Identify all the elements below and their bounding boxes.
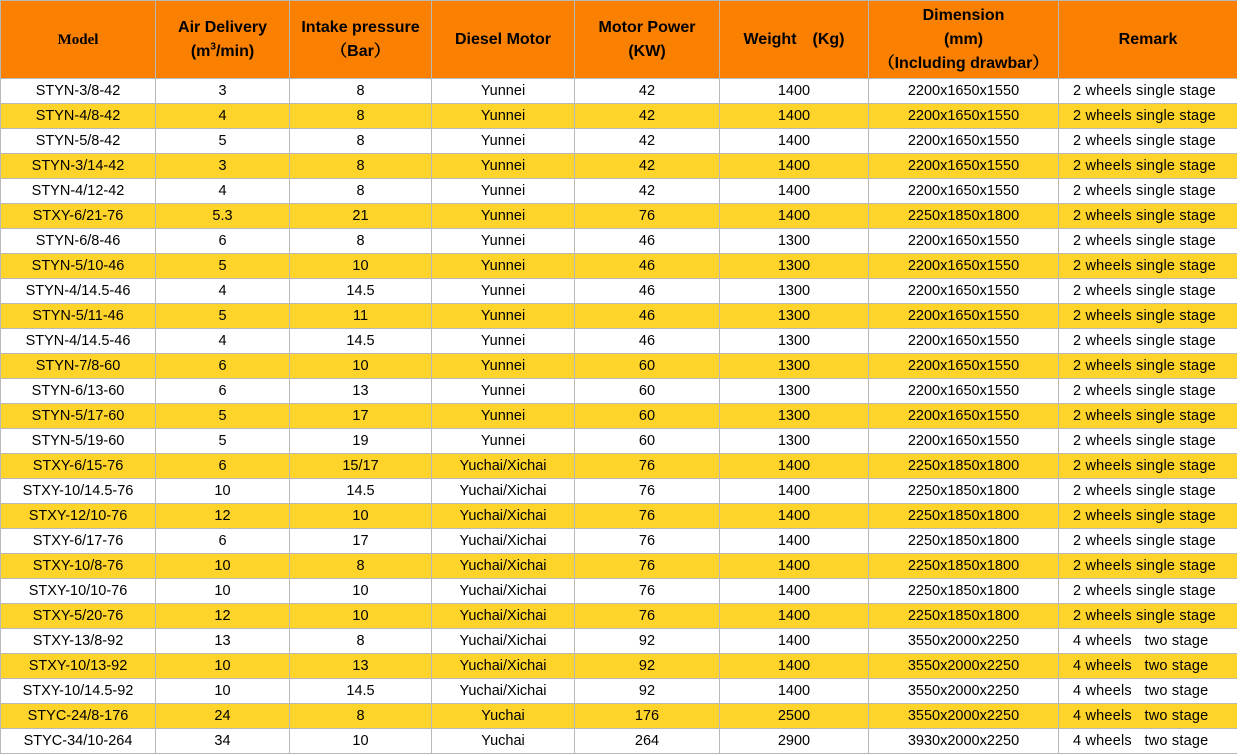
table-row (1, 554, 1237, 579)
cell-weight: 1400 (720, 204, 869, 229)
cell-remark: 2 wheels single stage (1059, 154, 1237, 179)
cell-model: STXY-6/17-76 (1, 529, 156, 554)
cell-air-delivery: 3 (156, 154, 290, 179)
cell-air-delivery: 10 (156, 554, 290, 579)
header-intake-line2: （Bar） (331, 42, 390, 60)
cell-weight: 1300 (720, 329, 869, 354)
cell-diesel-motor: Yunnei (432, 254, 575, 279)
cell-model: STYN-5/19-60 (1, 429, 156, 454)
cell-model: STYN-6/8-46 (1, 229, 156, 254)
table-row (1, 329, 1237, 354)
cell-motor-power: 60 (575, 379, 720, 404)
cell-diesel-motor: Yunnei (432, 329, 575, 354)
cell-dimension: 2250x1850x1800 (869, 454, 1059, 479)
cell-diesel-motor: Yunnei (432, 79, 575, 104)
cell-dimension: 2200x1650x1550 (869, 254, 1059, 279)
cell-dimension: 2250x1850x1800 (869, 204, 1059, 229)
cell-remark: 4 wheels two stage (1059, 704, 1237, 729)
cell-air-delivery: 5 (156, 404, 290, 429)
table-row (1, 354, 1237, 379)
cell-intake-pressure: 11 (290, 304, 432, 329)
cell-model: STYN-3/14-42 (1, 154, 156, 179)
cell-intake-pressure: 10 (290, 254, 432, 279)
header-intake-line1: Intake pressure (301, 18, 420, 36)
cell-weight: 1400 (720, 554, 869, 579)
cell-weight: 1300 (720, 429, 869, 454)
cell-diesel-motor: Yuchai/Xichai (432, 479, 575, 504)
cell-model: STYN-4/8-42 (1, 104, 156, 129)
cell-weight: 1300 (720, 354, 869, 379)
cell-intake-pressure: 17 (290, 529, 432, 554)
cell-dimension: 2250x1850x1800 (869, 479, 1059, 504)
cell-air-delivery: 10 (156, 679, 290, 704)
header-motor-power-line1: Motor Power (598, 18, 696, 36)
table-row (1, 129, 1237, 154)
cell-dimension: 2200x1650x1550 (869, 129, 1059, 154)
cell-weight: 1400 (720, 579, 869, 604)
cell-diesel-motor: Yunnei (432, 404, 575, 429)
cell-motor-power: 46 (575, 229, 720, 254)
cell-weight: 1300 (720, 279, 869, 304)
cell-diesel-motor: Yunnei (432, 129, 575, 154)
cell-motor-power: 46 (575, 304, 720, 329)
cell-remark: 2 wheels single stage (1059, 254, 1237, 279)
cell-dimension: 2200x1650x1550 (869, 329, 1059, 354)
cell-remark: 2 wheels single stage (1059, 429, 1237, 454)
cell-dimension: 2200x1650x1550 (869, 79, 1059, 104)
table-row (1, 529, 1237, 554)
header-remark: Remark (1059, 1, 1237, 79)
table-row (1, 379, 1237, 404)
cell-dimension: 2250x1850x1800 (869, 504, 1059, 529)
cell-dimension: 2200x1650x1550 (869, 429, 1059, 454)
cell-motor-power: 42 (575, 179, 720, 204)
cell-motor-power: 76 (575, 529, 720, 554)
cell-air-delivery: 10 (156, 579, 290, 604)
cell-motor-power: 60 (575, 404, 720, 429)
cell-remark: 4 wheels two stage (1059, 729, 1237, 754)
cell-air-delivery: 12 (156, 504, 290, 529)
cell-motor-power: 60 (575, 429, 720, 454)
cell-intake-pressure: 14.5 (290, 279, 432, 304)
header-air-delivery-unit-sup: 3 (210, 41, 216, 53)
cell-dimension: 2250x1850x1800 (869, 554, 1059, 579)
cell-weight: 1400 (720, 504, 869, 529)
cell-model: STYN-5/17-60 (1, 404, 156, 429)
cell-diesel-motor: Yunnei (432, 204, 575, 229)
cell-intake-pressure: 13 (290, 654, 432, 679)
cell-intake-pressure: 8 (290, 179, 432, 204)
cell-intake-pressure: 10 (290, 729, 432, 754)
cell-dimension: 3930x2000x2250 (869, 729, 1059, 754)
cell-motor-power: 76 (575, 454, 720, 479)
cell-weight: 1400 (720, 179, 869, 204)
cell-remark: 2 wheels single stage (1059, 329, 1237, 354)
cell-diesel-motor: Yuchai/Xichai (432, 554, 575, 579)
cell-model: STYN-6/13-60 (1, 379, 156, 404)
cell-model: STYN-7/8-60 (1, 354, 156, 379)
cell-weight: 1300 (720, 404, 869, 429)
table-row (1, 204, 1237, 229)
cell-weight: 1400 (720, 629, 869, 654)
cell-intake-pressure: 10 (290, 604, 432, 629)
cell-dimension: 2200x1650x1550 (869, 404, 1059, 429)
table-row (1, 229, 1237, 254)
cell-dimension: 2250x1850x1800 (869, 604, 1059, 629)
cell-air-delivery: 13 (156, 629, 290, 654)
cell-remark: 4 wheels two stage (1059, 629, 1237, 654)
cell-diesel-motor: Yunnei (432, 354, 575, 379)
cell-remark: 2 wheels single stage (1059, 279, 1237, 304)
cell-dimension: 2250x1850x1800 (869, 579, 1059, 604)
cell-model: STYN-4/14.5-46 (1, 279, 156, 304)
cell-diesel-motor: Yunnei (432, 154, 575, 179)
cell-model: STXY-13/8-92 (1, 629, 156, 654)
cell-weight: 1400 (720, 454, 869, 479)
cell-motor-power: 76 (575, 554, 720, 579)
cell-dimension: 2200x1650x1550 (869, 229, 1059, 254)
header-air-delivery-unit-pre: (m (190, 42, 211, 60)
cell-motor-power: 42 (575, 154, 720, 179)
cell-diesel-motor: Yuchai/Xichai (432, 604, 575, 629)
cell-diesel-motor: Yuchai/Xichai (432, 529, 575, 554)
cell-diesel-motor: Yuchai/Xichai (432, 579, 575, 604)
cell-air-delivery: 4 (156, 329, 290, 354)
cell-diesel-motor: Yuchai/Xichai (432, 654, 575, 679)
cell-model: STXY-6/15-76 (1, 454, 156, 479)
header-intake-pressure (290, 1, 432, 79)
cell-air-delivery: 4 (156, 279, 290, 304)
table-row (1, 704, 1237, 729)
cell-intake-pressure: 8 (290, 79, 432, 104)
cell-model: STXY-6/21-76 (1, 204, 156, 229)
cell-intake-pressure: 8 (290, 154, 432, 179)
header-weight: Weight (Kg) (720, 1, 869, 79)
cell-model: STXY-10/14.5-76 (1, 479, 156, 504)
table-body (1, 79, 1237, 754)
cell-dimension: 2200x1650x1550 (869, 379, 1059, 404)
cell-model: STXY-10/14.5-92 (1, 679, 156, 704)
cell-motor-power: 76 (575, 604, 720, 629)
cell-motor-power: 42 (575, 129, 720, 154)
cell-weight: 1300 (720, 304, 869, 329)
cell-remark: 2 wheels single stage (1059, 454, 1237, 479)
header-diesel-motor: Diesel Motor (432, 1, 575, 79)
table-row (1, 604, 1237, 629)
cell-air-delivery: 5 (156, 129, 290, 154)
header-dimension (869, 1, 1059, 79)
cell-dimension: 2200x1650x1550 (869, 304, 1059, 329)
cell-intake-pressure: 10 (290, 579, 432, 604)
cell-air-delivery: 24 (156, 704, 290, 729)
cell-remark: 2 wheels single stage (1059, 604, 1237, 629)
cell-model: STXY-10/10-76 (1, 579, 156, 604)
header-motor-power-line2: (KW) (628, 42, 666, 60)
cell-weight: 1400 (720, 529, 869, 554)
header-air-delivery-line1: Air Delivery (178, 18, 267, 36)
cell-diesel-motor: Yuchai/Xichai (432, 504, 575, 529)
cell-dimension: 2200x1650x1550 (869, 104, 1059, 129)
cell-motor-power: 46 (575, 329, 720, 354)
table-row (1, 154, 1237, 179)
cell-dimension: 2200x1650x1550 (869, 154, 1059, 179)
cell-model: STXY-5/20-76 (1, 604, 156, 629)
table-row (1, 479, 1237, 504)
cell-weight: 1300 (720, 254, 869, 279)
cell-intake-pressure: 13 (290, 379, 432, 404)
table-row (1, 404, 1237, 429)
cell-motor-power: 76 (575, 504, 720, 529)
cell-weight: 1400 (720, 654, 869, 679)
table-row (1, 579, 1237, 604)
cell-remark: 2 wheels single stage (1059, 229, 1237, 254)
cell-model: STYN-4/14.5-46 (1, 329, 156, 354)
cell-remark: 4 wheels two stage (1059, 654, 1237, 679)
cell-remark: 2 wheels single stage (1059, 79, 1237, 104)
cell-motor-power: 42 (575, 79, 720, 104)
cell-motor-power: 42 (575, 104, 720, 129)
cell-weight: 1400 (720, 479, 869, 504)
cell-remark: 2 wheels single stage (1059, 204, 1237, 229)
header-motor-power (575, 1, 720, 79)
cell-model: STYN-4/12-42 (1, 179, 156, 204)
cell-dimension: 2250x1850x1800 (869, 529, 1059, 554)
header-row (1, 1, 1237, 79)
cell-air-delivery: 34 (156, 729, 290, 754)
table-row (1, 629, 1237, 654)
cell-air-delivery: 5 (156, 304, 290, 329)
cell-intake-pressure: 17 (290, 404, 432, 429)
table-row (1, 254, 1237, 279)
cell-air-delivery: 5 (156, 429, 290, 454)
cell-motor-power: 92 (575, 629, 720, 654)
cell-intake-pressure: 15/17 (290, 454, 432, 479)
cell-air-delivery: 12 (156, 604, 290, 629)
cell-weight: 1300 (720, 229, 869, 254)
cell-air-delivery: 5.3 (156, 204, 290, 229)
cell-intake-pressure: 8 (290, 229, 432, 254)
cell-diesel-motor: Yuchai (432, 704, 575, 729)
header-air-delivery-unit-post: /min) (215, 42, 255, 60)
cell-diesel-motor: Yunnei (432, 179, 575, 204)
cell-air-delivery: 6 (156, 454, 290, 479)
cell-weight: 1400 (720, 129, 869, 154)
table-row (1, 429, 1237, 454)
table-row (1, 454, 1237, 479)
cell-intake-pressure: 10 (290, 354, 432, 379)
cell-intake-pressure: 14.5 (290, 479, 432, 504)
cell-model: STXY-10/13-92 (1, 654, 156, 679)
cell-dimension: 3550x2000x2250 (869, 679, 1059, 704)
cell-intake-pressure: 8 (290, 629, 432, 654)
cell-motor-power: 264 (575, 729, 720, 754)
cell-dimension: 3550x2000x2250 (869, 654, 1059, 679)
cell-intake-pressure: 14.5 (290, 329, 432, 354)
table-row (1, 104, 1237, 129)
cell-model: STYC-24/8-176 (1, 704, 156, 729)
cell-diesel-motor: Yuchai (432, 729, 575, 754)
cell-weight: 2900 (720, 729, 869, 754)
table-row (1, 504, 1237, 529)
cell-diesel-motor: Yunnei (432, 279, 575, 304)
cell-diesel-motor: Yuchai/Xichai (432, 679, 575, 704)
cell-remark: 4 wheels two stage (1059, 679, 1237, 704)
cell-intake-pressure: 14.5 (290, 679, 432, 704)
cell-motor-power: 60 (575, 354, 720, 379)
cell-diesel-motor: Yunnei (432, 104, 575, 129)
cell-motor-power: 176 (575, 704, 720, 729)
cell-remark: 2 wheels single stage (1059, 554, 1237, 579)
cell-air-delivery: 10 (156, 479, 290, 504)
header-dimension-line2: (mm) (943, 30, 984, 48)
cell-intake-pressure: 8 (290, 129, 432, 154)
header-air-delivery-line2 (156, 40, 289, 64)
cell-model: STXY-12/10-76 (1, 504, 156, 529)
cell-air-delivery: 6 (156, 379, 290, 404)
cell-weight: 1400 (720, 104, 869, 129)
cell-diesel-motor: Yuchai/Xichai (432, 454, 575, 479)
cell-intake-pressure: 10 (290, 504, 432, 529)
cell-air-delivery: 10 (156, 654, 290, 679)
cell-dimension: 3550x2000x2250 (869, 704, 1059, 729)
cell-weight: 1400 (720, 154, 869, 179)
table-row (1, 79, 1237, 104)
cell-remark: 2 wheels single stage (1059, 179, 1237, 204)
cell-diesel-motor: Yunnei (432, 379, 575, 404)
cell-remark: 2 wheels single stage (1059, 354, 1237, 379)
table-row (1, 304, 1237, 329)
cell-air-delivery: 4 (156, 104, 290, 129)
cell-model: STYC-34/10-264 (1, 729, 156, 754)
header-dimension-line3: （Including drawbar） (878, 54, 1049, 72)
cell-air-delivery: 3 (156, 79, 290, 104)
cell-weight: 1300 (720, 379, 869, 404)
cell-air-delivery: 6 (156, 529, 290, 554)
cell-weight: 2500 (720, 704, 869, 729)
cell-model: STYN-5/11-46 (1, 304, 156, 329)
cell-motor-power: 76 (575, 579, 720, 604)
cell-weight: 1400 (720, 79, 869, 104)
cell-remark: 2 wheels single stage (1059, 404, 1237, 429)
cell-dimension: 2200x1650x1550 (869, 279, 1059, 304)
cell-model: STYN-5/8-42 (1, 129, 156, 154)
cell-motor-power: 46 (575, 279, 720, 304)
cell-motor-power: 46 (575, 254, 720, 279)
cell-remark: 2 wheels single stage (1059, 529, 1237, 554)
cell-air-delivery: 6 (156, 354, 290, 379)
cell-intake-pressure: 8 (290, 704, 432, 729)
cell-dimension: 3550x2000x2250 (869, 629, 1059, 654)
cell-dimension: 2200x1650x1550 (869, 179, 1059, 204)
cell-remark: 2 wheels single stage (1059, 129, 1237, 154)
header-air-delivery (156, 1, 290, 79)
cell-dimension: 2200x1650x1550 (869, 354, 1059, 379)
cell-diesel-motor: Yunnei (432, 304, 575, 329)
cell-model: STXY-10/8-76 (1, 554, 156, 579)
cell-intake-pressure: 8 (290, 554, 432, 579)
table-row (1, 654, 1237, 679)
cell-remark: 2 wheels single stage (1059, 504, 1237, 529)
cell-weight: 1400 (720, 679, 869, 704)
header-dimension-line1: Dimension (922, 6, 1005, 24)
cell-motor-power: 76 (575, 204, 720, 229)
cell-remark: 2 wheels single stage (1059, 104, 1237, 129)
table-row (1, 179, 1237, 204)
cell-weight: 1400 (720, 604, 869, 629)
table-row (1, 679, 1237, 704)
cell-model: STYN-3/8-42 (1, 79, 156, 104)
cell-diesel-motor: Yunnei (432, 429, 575, 454)
header-model: Model (1, 1, 156, 79)
cell-diesel-motor: Yunnei (432, 229, 575, 254)
table-row (1, 729, 1237, 754)
cell-air-delivery: 6 (156, 229, 290, 254)
cell-diesel-motor: Yuchai/Xichai (432, 629, 575, 654)
cell-remark: 2 wheels single stage (1059, 379, 1237, 404)
cell-remark: 2 wheels single stage (1059, 304, 1237, 329)
cell-motor-power: 92 (575, 679, 720, 704)
cell-model: STYN-5/10-46 (1, 254, 156, 279)
cell-air-delivery: 5 (156, 254, 290, 279)
cell-intake-pressure: 8 (290, 104, 432, 129)
table-row (1, 279, 1237, 304)
cell-motor-power: 92 (575, 654, 720, 679)
cell-remark: 2 wheels single stage (1059, 579, 1237, 604)
cell-intake-pressure: 19 (290, 429, 432, 454)
cell-intake-pressure: 21 (290, 204, 432, 229)
cell-remark: 2 wheels single stage (1059, 479, 1237, 504)
cell-air-delivery: 4 (156, 179, 290, 204)
cell-motor-power: 76 (575, 479, 720, 504)
